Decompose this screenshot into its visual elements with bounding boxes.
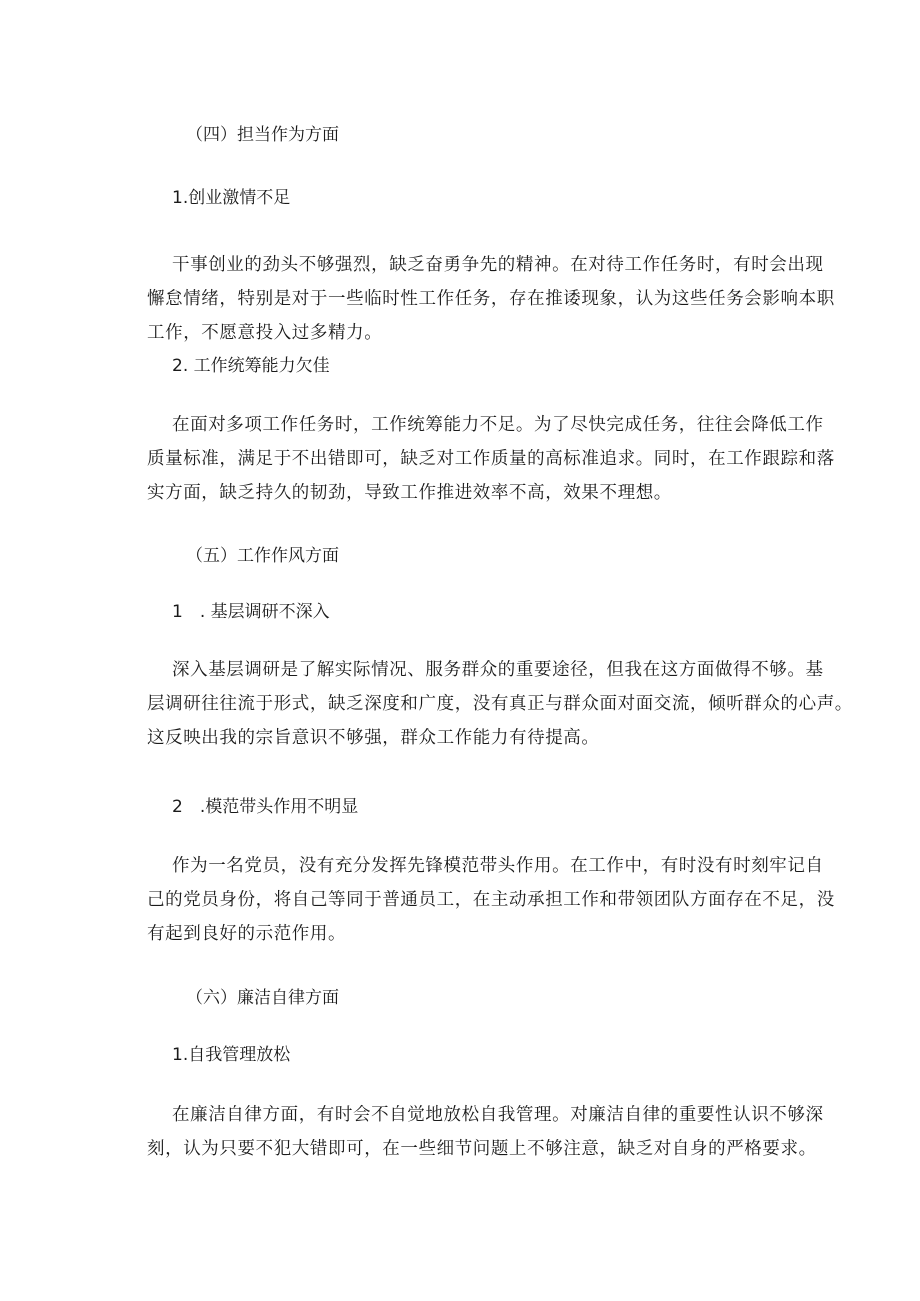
paragraph-line: 干事创业的劲头不够强烈，缺乏奋勇争先的精神。在对待工作任务时，有时会出现 [172, 255, 824, 275]
paragraph-5-1 [147, 653, 853, 755]
item-title-4-2: 2. 工作统筹能力欠佳 [172, 356, 330, 376]
paragraph-line: 在廉洁自律方面，有时会不自觉地放松自我管理。对廉洁自律的重要性认识不够深 [172, 1105, 824, 1125]
paragraph-line: 这反映出我的宗旨意识不够强，群众工作能力有待提高。 [147, 728, 600, 748]
paragraph-line: 实方面，缺乏持久的韧劲，导致工作推进效率不高，效果不理想。 [147, 483, 672, 503]
paragraph-4-1 [147, 248, 835, 350]
paragraph-line: 有起到良好的示范作用。 [147, 924, 347, 944]
item-title-5-2: 2 .模范带头作用不明显 [172, 797, 359, 817]
paragraph-4-2 [147, 408, 835, 510]
paragraph-line: 作为一名党员，没有充分发挥先锋模范带头作用。在工作中，有时没有时刻牢记自 [172, 856, 824, 876]
paragraph-line: 刻，认为只要不犯大错即可，在一些细节问题上不够注意，缺乏对自身的严格要求。 [147, 1139, 817, 1159]
paragraph-line: 工作，不愿意投入过多精力。 [147, 323, 383, 343]
paragraph-6-1 [147, 1098, 824, 1166]
paragraph-line: 层调研往往流于形式，缺乏深度和广度，没有真正与群众面对面交流，倾听群众的心声。 [147, 694, 853, 714]
paragraph-5-2 [147, 849, 835, 951]
paragraph-line: 深入基层调研是了解实际情况、服务群众的重要途径，但我在这方面做得不够。基 [172, 660, 824, 680]
section-heading-6: （六）廉洁自律方面 [186, 988, 339, 1008]
item-title-4-1: 1.创业激情不足 [172, 188, 291, 208]
paragraph-line: 在面对多项工作任务时，工作统筹能力不足。为了尽快完成任务，往往会降低工作 [172, 415, 824, 435]
section-heading-4: （四）担当作为方面 [186, 125, 339, 145]
paragraph-line: 己的党员身份，将自己等同于普通员工，在主动承担工作和带领团队方面存在不足，没 [147, 890, 835, 910]
paragraph-line: 懈怠情绪，特别是对于一些临时性工作任务，存在推诿现象，认为这些任务会影响本职 [147, 289, 835, 309]
section-heading-5: （五）工作作风方面 [186, 546, 339, 566]
paragraph-line: 质量标准，满足于不出错即可，缺乏对工作质量的高标准追求。同时，在工作跟踪和落 [147, 449, 835, 469]
item-title-6-1: 1.自我管理放松 [172, 1045, 291, 1065]
item-title-5-1: 1 . 基层调研不深入 [172, 602, 330, 622]
